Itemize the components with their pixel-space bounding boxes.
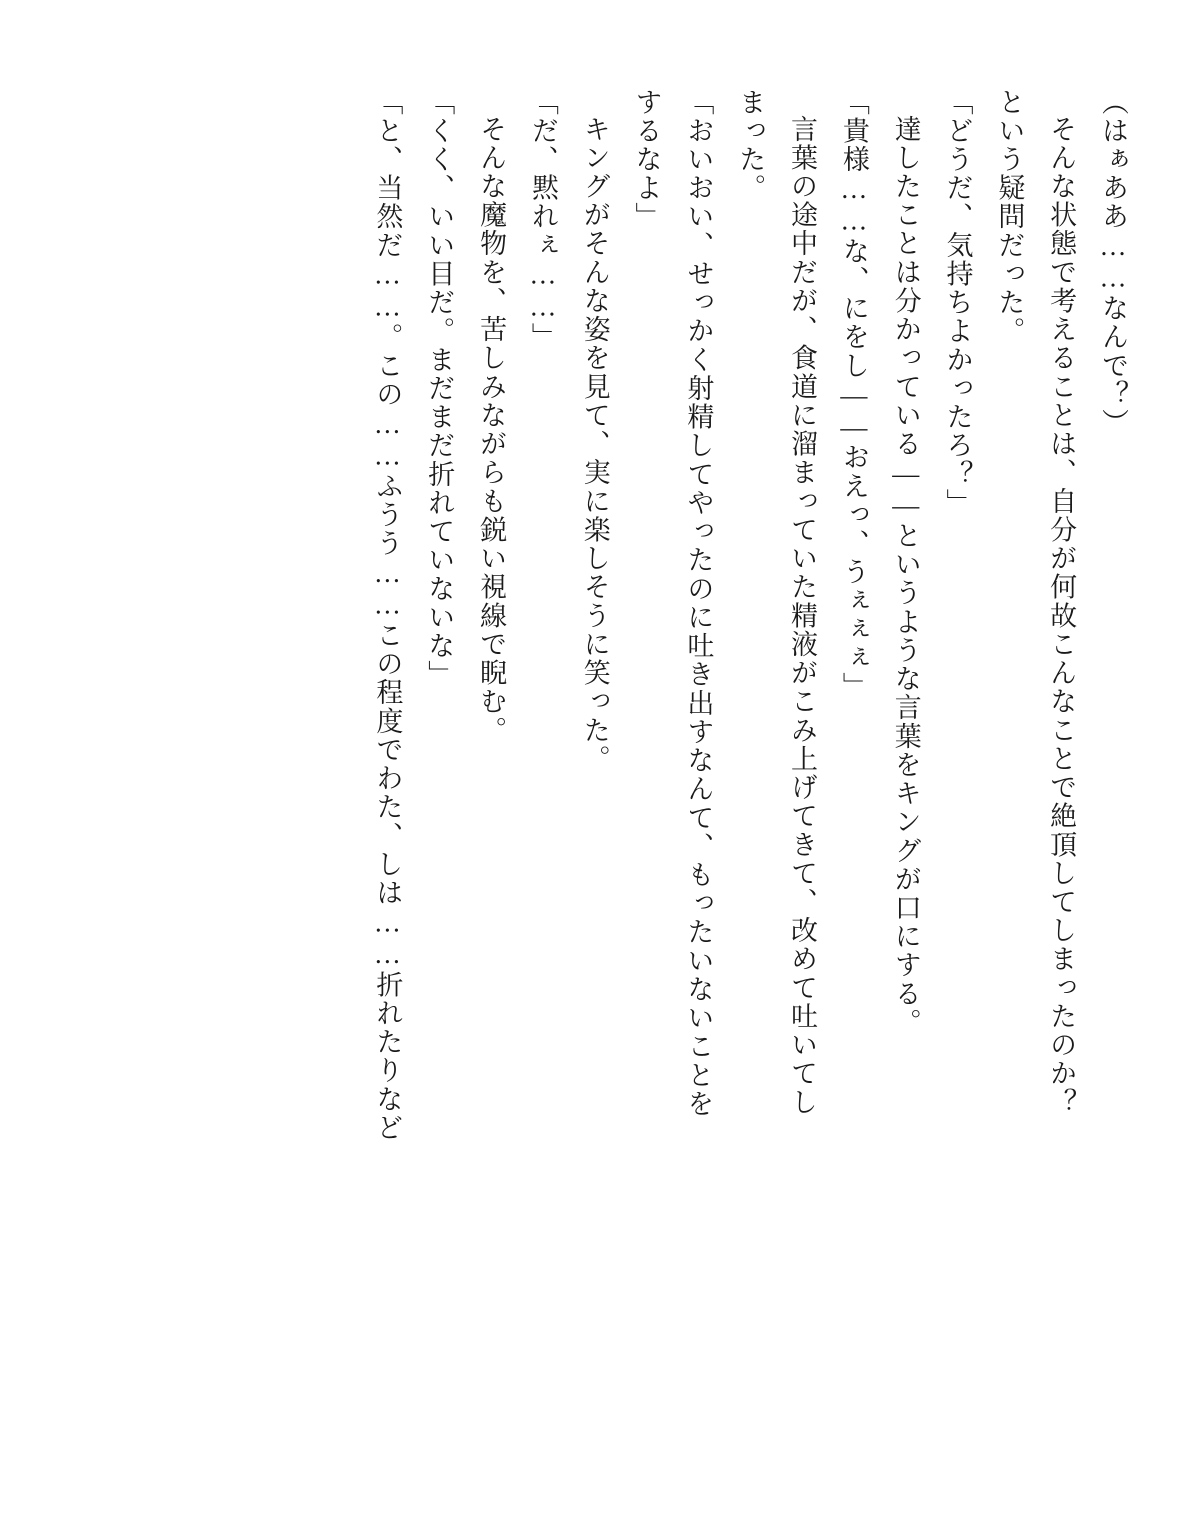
paragraph: まった。 (735, 88, 766, 203)
paragraph: 「と、当然だ……。この……ふうう……この程度でわた、しは……折れたりなど (372, 88, 403, 1143)
paragraph: 言葉の途中だが、食道に溜まっていた精液がこみ上げてきて、改めて吐いてし (787, 115, 818, 1117)
paragraph: 「どうだ、気持ちよかったろ？」 (942, 88, 973, 518)
paragraph: 「だ、黙れぇ……」 (527, 88, 558, 352)
paragraph: するなよ」 (631, 88, 662, 232)
paragraph: そんな魔物を、苦しみながらも鋭い視線で睨む。 (476, 115, 507, 745)
paragraph: そんな状態で考えることは、自分が何故こんなことで絶頂してしまったのか？ (1046, 115, 1077, 1117)
paragraph: 「おいおい、せっかく射精してやったのに吐き出すなんて、もったいないことを (683, 88, 714, 1119)
paragraph: キングがそんな姿を見て、実に楽しそうに笑った。 (579, 115, 610, 774)
vertical-text-body (120, 88, 1138, 1470)
paragraph: 達したことは分かっている――というような言葉をキングが口にする。 (890, 115, 921, 1037)
paragraph: （はぁああ……なんで？） (1098, 88, 1128, 438)
paragraph: という疑問だった。 (994, 88, 1025, 346)
paragraph: 「貴様……な、にをし――おえっ、うぇぇぇ」 (838, 88, 869, 702)
paragraph: 「くく、いい目だ。まだまだ折れていないな」 (424, 88, 455, 690)
